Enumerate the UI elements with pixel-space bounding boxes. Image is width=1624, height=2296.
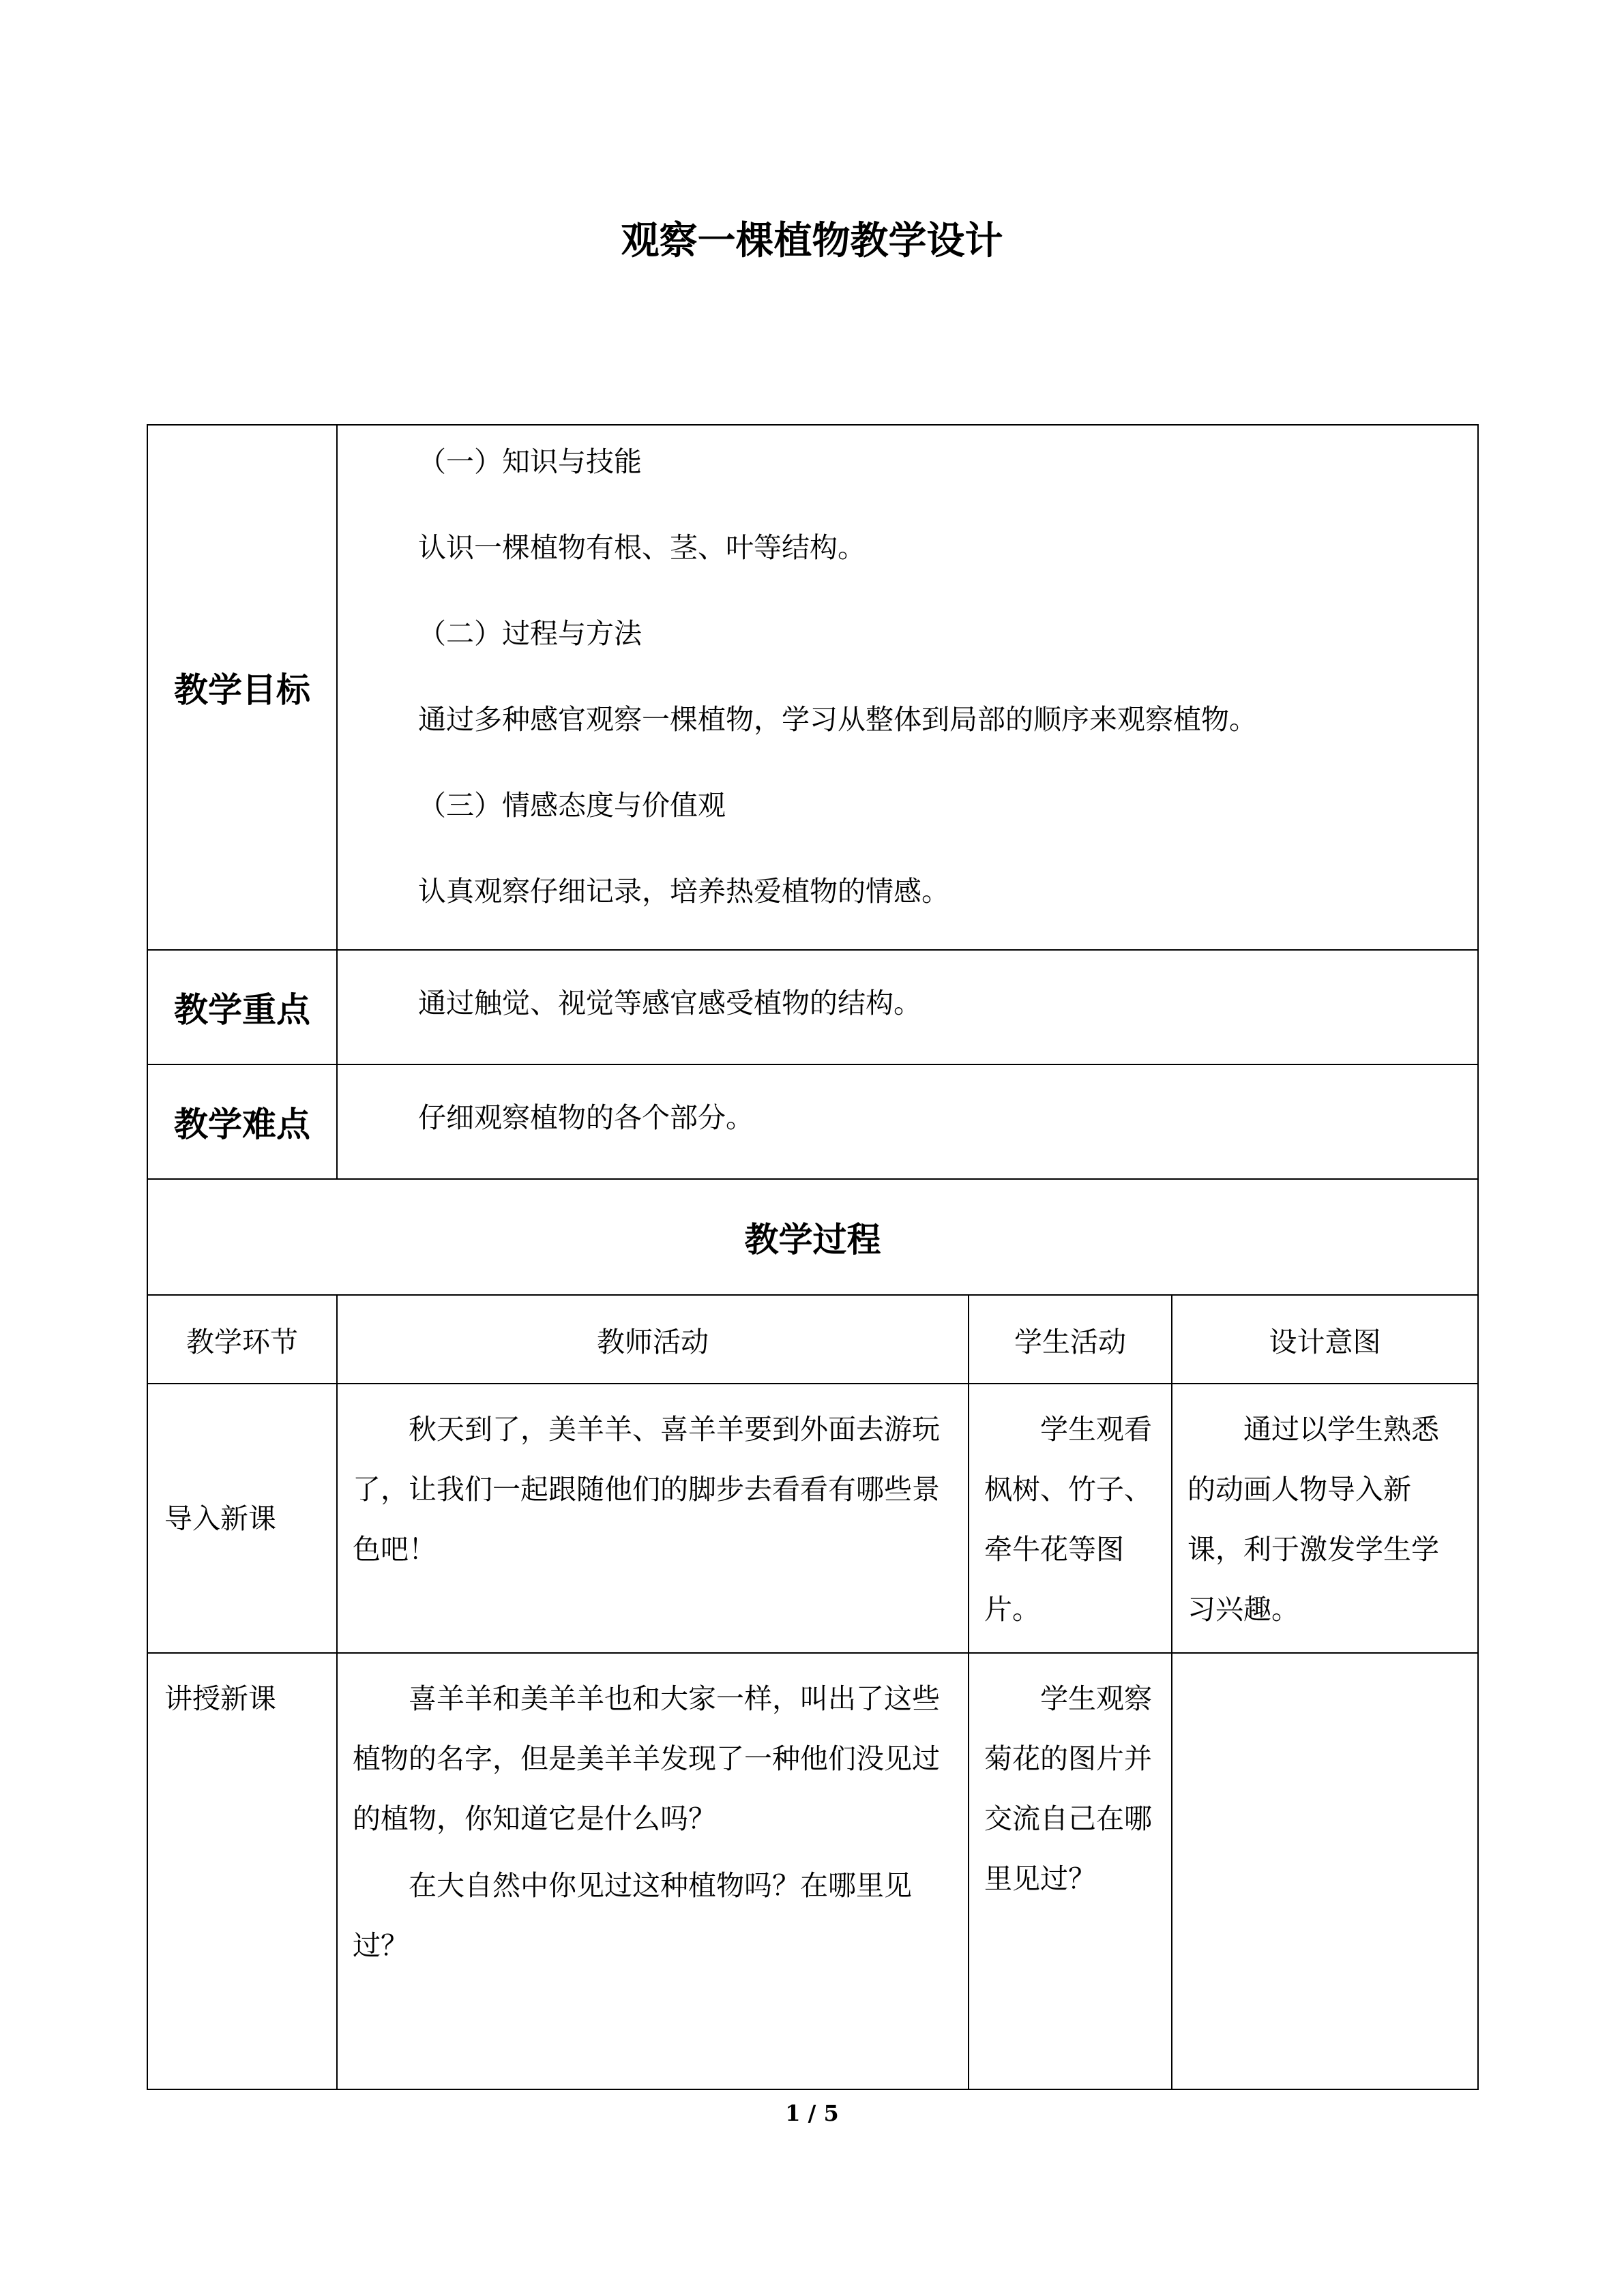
- student-activity-cell: [969, 1384, 1172, 1653]
- difficulty-row: [147, 1064, 1478, 1179]
- objectives-label: 教学目标: [147, 425, 337, 950]
- student-activity-cell: [969, 1653, 1172, 2089]
- objective-line: （一）知识与技能: [418, 445, 642, 478]
- teacher-activity-cell: [337, 1653, 969, 2089]
- objective-line: 认识一棵植物有根、茎、叶等结构。: [418, 531, 866, 564]
- process-row-teaching: [147, 1653, 1478, 2089]
- lesson-plan-table: [147, 424, 1479, 2090]
- difficulty-text: 仔细观察植物的各个部分。: [337, 1064, 1478, 1179]
- objectives-content: [337, 425, 1478, 950]
- header-design-intent: 设计意图: [1172, 1295, 1478, 1384]
- design-intent-text: 通过以学生熟悉的动画人物导入新课，利于激发学生学习兴趣。: [1187, 1413, 1439, 1626]
- teacher-activity-text: 喜羊羊和美羊羊也和大家一样，叫出了这些植物的名字，但是美羊羊发现了一种他们没见过的植物，你知道它是什么吗？: [353, 1682, 940, 1835]
- key-point-text: 通过触觉、视觉等感官感受植物的结构。: [337, 950, 1478, 1064]
- objective-line: （三）情感态度与价值观: [418, 789, 726, 822]
- key-point-row: [147, 950, 1478, 1064]
- teacher-activity-cell: [337, 1384, 969, 1653]
- stage-cell: 讲授新课: [147, 1653, 337, 2089]
- process-row-intro: [147, 1384, 1478, 1653]
- student-activity-text: 学生观看枫树、竹子、牵牛花等图片。: [984, 1413, 1152, 1626]
- student-activity-text: 学生观察菊花的图片并交流自己在哪里见过？: [984, 1682, 1152, 1895]
- objective-line: （二）过程与方法: [418, 617, 642, 650]
- header-stage: 教学环节: [147, 1295, 337, 1384]
- objectives-row: [147, 425, 1478, 950]
- objective-line: 通过多种感官观察一棵植物，学习从整体到局部的顺序来观察植物。: [418, 703, 1257, 736]
- teacher-activity-text: 在大自然中你见过这种植物吗？在哪里见过？: [353, 1869, 912, 1962]
- page-title: 观察一棵植物教学设计: [621, 218, 1003, 263]
- process-title-row: [147, 1179, 1478, 1295]
- teacher-activity-text: 秋天到了，美羊羊、喜羊羊要到外面去游玩了，让我们一起跟随他们的脚步去看看有哪些景色吧！: [353, 1413, 940, 1566]
- key-point-label: 教学重点: [147, 950, 337, 1064]
- design-intent-cell: [1172, 1384, 1478, 1653]
- objective-line: 认真观察仔细记录，培养热爱植物的情感。: [418, 875, 949, 908]
- stage-cell: 导入新课: [147, 1384, 337, 1653]
- process-header-row: [147, 1295, 1478, 1384]
- process-title: 教学过程: [147, 1179, 1478, 1295]
- design-intent-cell: [1172, 1653, 1478, 2089]
- page-number: 1 / 5: [785, 2100, 839, 2126]
- header-teacher-activity: 教师活动: [337, 1295, 969, 1384]
- difficulty-label: 教学难点: [147, 1064, 337, 1179]
- header-student-activity: 学生活动: [969, 1295, 1172, 1384]
